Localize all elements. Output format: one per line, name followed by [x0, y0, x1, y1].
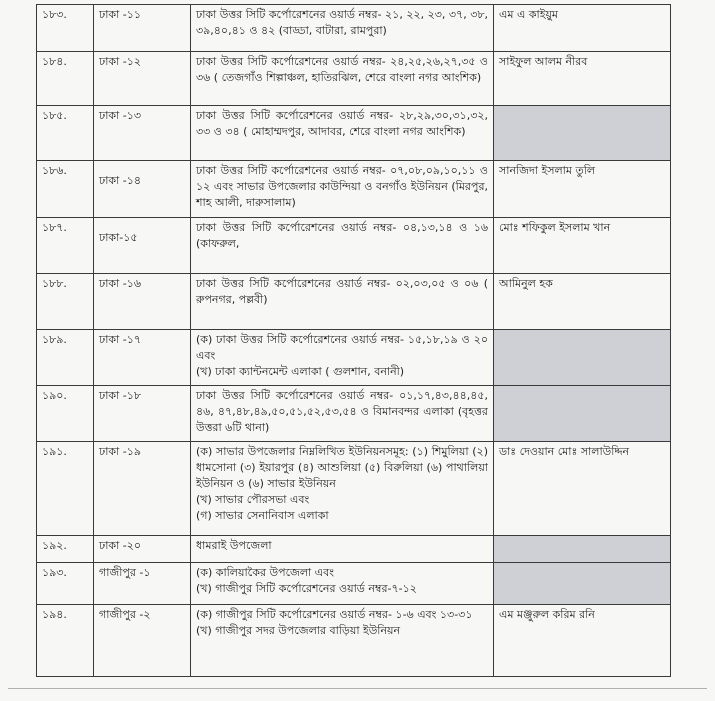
- area-line: (ক) ঢাকা উত্তর সিটি কর্পোরেশনের ওয়ার্ড নম্বর- ১৫,১৮,১৯ ও ২০ এবং: [196, 333, 488, 362]
- candidate-name: ডাঃ দেওয়ান মোঃ সালাউদ্দিন: [494, 442, 671, 536]
- constituency-area: [191, 106, 494, 161]
- candidate-name: [494, 330, 671, 386]
- table-row: [37, 442, 671, 536]
- serial-number: ১৮৪.: [37, 52, 94, 106]
- candidate-name: [494, 386, 671, 442]
- constituency-name: গাজীপুর -২: [94, 605, 191, 677]
- table-row: [37, 563, 671, 605]
- serial-number: ১৯৩.: [37, 563, 94, 605]
- area-line: ধামরাই উপজেলা: [196, 539, 272, 552]
- table-row: [37, 386, 671, 442]
- table-body: [37, 5, 671, 677]
- constituency-area: [191, 330, 494, 386]
- area-line: ঢাকা উত্তর সিটি কর্পোরেশনের ওয়ার্ড নম্বর- ২৪,২৫,২৬,২৭,৩৫ ও ৩৬ ( তেজগাঁও শিল্পাঞ্চল, হাতিরঝিল, শেরে বাংলা নগর আংশিক): [196, 55, 488, 84]
- constituency-name: গাজীপুর -১: [94, 563, 191, 605]
- table-row: [37, 161, 671, 218]
- table-row: [37, 218, 671, 274]
- constituency-name-text: ঢাকা -১৪: [99, 174, 142, 187]
- table-row: [37, 52, 671, 106]
- candidate-name: আমিনুল হক: [494, 274, 671, 330]
- candidate-name: এম মঞ্জুরুল করিম রনি: [494, 605, 671, 677]
- constituency-area: [191, 52, 494, 106]
- serial-number: ১৮৩.: [37, 5, 94, 52]
- candidate-name: [494, 536, 671, 563]
- serial-number: ১৯১.: [37, 442, 94, 536]
- constituency-name: ঢাকা -১৮: [94, 386, 191, 442]
- candidate-name: [494, 106, 671, 161]
- constituency-name: ঢাকা -২০: [94, 536, 191, 563]
- serial-number: ১৯৪.: [37, 605, 94, 677]
- area-line: ঢাকা উত্তর সিটি কর্পোরেশনের ওয়ার্ড নম্বর- ০২,০৩,০৫ ও ০৬ ( রুপনগর, পল্লবী): [196, 277, 488, 306]
- constituency-area: [191, 442, 494, 536]
- area-line: ঢাকা উত্তর সিটি কর্পোরেশনের ওয়ার্ড নম্বর- ২১, ২২, ২৩, ৩৭, ৩৮, ৩৯,৪০,৪১ ও ৪২ (বাড্ডা, বাটারা, রামপুরা): [196, 8, 488, 37]
- serial-number: ১৮৫.: [37, 106, 94, 161]
- serial-number: ১৯২.: [37, 536, 94, 563]
- area-line: ঢাকা উত্তর সিটি কর্পোরেশনের ওয়ার্ড নম্বর- ০৭,০৮,০৯,১০,১১ ও ১২ এবং সাভার উপজেলার কাউন্দিয়া ও বনগাঁও ইউনিয়ন (মিরপুর, শাহ আলী, দারুসালাম): [196, 164, 488, 209]
- constituency-area: [191, 605, 494, 677]
- candidate-name: সাইফুল আলম নীরব: [494, 52, 671, 106]
- serial-number: ১৯০.: [37, 386, 94, 442]
- area-line: (খ) সাভার পৌরসভা এবং: [196, 493, 310, 506]
- table-row: [37, 274, 671, 330]
- constituency-name: ঢাকা -১৬: [94, 274, 191, 330]
- serial-number: ১৮৮.: [37, 274, 94, 330]
- table-row: [37, 536, 671, 563]
- constituency-name-text: ঢাকা-১৫: [99, 231, 138, 244]
- area-line: ঢাকা উত্তর সিটি কর্পোরেশনের ওয়ার্ড নম্বর- ০৪,১৩,১৪ ও ১৬ (কাফরুল,: [196, 221, 488, 250]
- area-line: (খ) গাজীপুর সিটি কর্পোরেশনের ওয়ার্ড নম্বর-৭-১২: [196, 582, 417, 595]
- candidate-name: সানজিদা ইসলাম তুলি: [494, 161, 671, 218]
- candidate-name: মোঃ শফিকুল ইসলাম খান: [494, 218, 671, 274]
- area-line: (গ) সাভার সেনানিবাস এলাকা: [196, 509, 329, 522]
- constituency-table: [36, 4, 671, 677]
- constituency-area: [191, 536, 494, 563]
- table-row: [37, 330, 671, 386]
- area-line: (খ) গাজীপুর সদর উপজেলার বাড়িয়া ইউনিয়ন: [196, 624, 401, 637]
- area-line: (ক) গাজীপুর সিটি কর্পোরেশনের ওয়ার্ড নম্বর- ১-৬ এবং ১৩-৩১: [196, 608, 473, 621]
- constituency-name: ঢাকা -১৭: [94, 330, 191, 386]
- serial-number: ১৮৯.: [37, 330, 94, 386]
- constituency-name: ঢাকা -১২: [94, 52, 191, 106]
- constituency-area: [191, 218, 494, 274]
- area-line: ঢাকা উত্তর সিটি কর্পোরেশনের ওয়ার্ড নম্বর- ০১,১৭,৪৩,৪৪,৪৫, ৪৬, ৪৭,৪৮,৪৯,৫০,৫১,৫২,৫৩,৫৪ ও বিমানবন্দর এলাকা (বৃহত্তর উত্তরা ৬টি থানা): [196, 389, 488, 434]
- table-row: [37, 605, 671, 677]
- constituency-area: [191, 5, 494, 52]
- table-row: [37, 5, 671, 52]
- page-bottom-rule: [8, 688, 707, 689]
- constituency-name: ঢাকা -১১: [94, 5, 191, 52]
- constituency-area: [191, 386, 494, 442]
- area-line: (ক) সাভার উপজেলার নিম্নলিখিত ইউনিয়নসমূহ: (১) শিমুলিয়া (২) ধামসোনা (৩) ইয়ারপুর (৪) আশুলিয়া (৫) বিরুলিয়া (৬) পাথালিয়া ইউনিয়ন ও (৬) সাভার ইউনিয়ন: [196, 445, 488, 490]
- candidate-name: এম এ কাইয়ুম: [494, 5, 671, 52]
- candidate-name: [494, 563, 671, 605]
- constituency-area: [191, 274, 494, 330]
- constituency-area: [191, 563, 494, 605]
- constituency-name: [94, 161, 191, 218]
- constituency-name: ঢাকা -১৩: [94, 106, 191, 161]
- area-line: ঢাকা উত্তর সিটি কর্পোরেশনের ওয়ার্ড নম্বর- ২৮,২৯,৩০,৩১,৩২, ৩৩ ও ৩৪ ( মোহাম্মদপুর, আদাবর, শেরে বাংলা নগর আংশিক): [196, 109, 488, 138]
- constituency-area: [191, 161, 494, 218]
- area-line: (ক) কালিয়াকৈর উপজেলা এবং: [196, 566, 334, 579]
- table-row: [37, 106, 671, 161]
- serial-number: ১৮৬.: [37, 161, 94, 218]
- area-line: (খ) ঢাকা ক্যান্টনমেন্ট এলাকা ( গুলশান, বনানী): [196, 365, 405, 378]
- constituency-name: [94, 218, 191, 274]
- constituency-name: ঢাকা -১৯: [94, 442, 191, 536]
- serial-number: ১৮৭.: [37, 218, 94, 274]
